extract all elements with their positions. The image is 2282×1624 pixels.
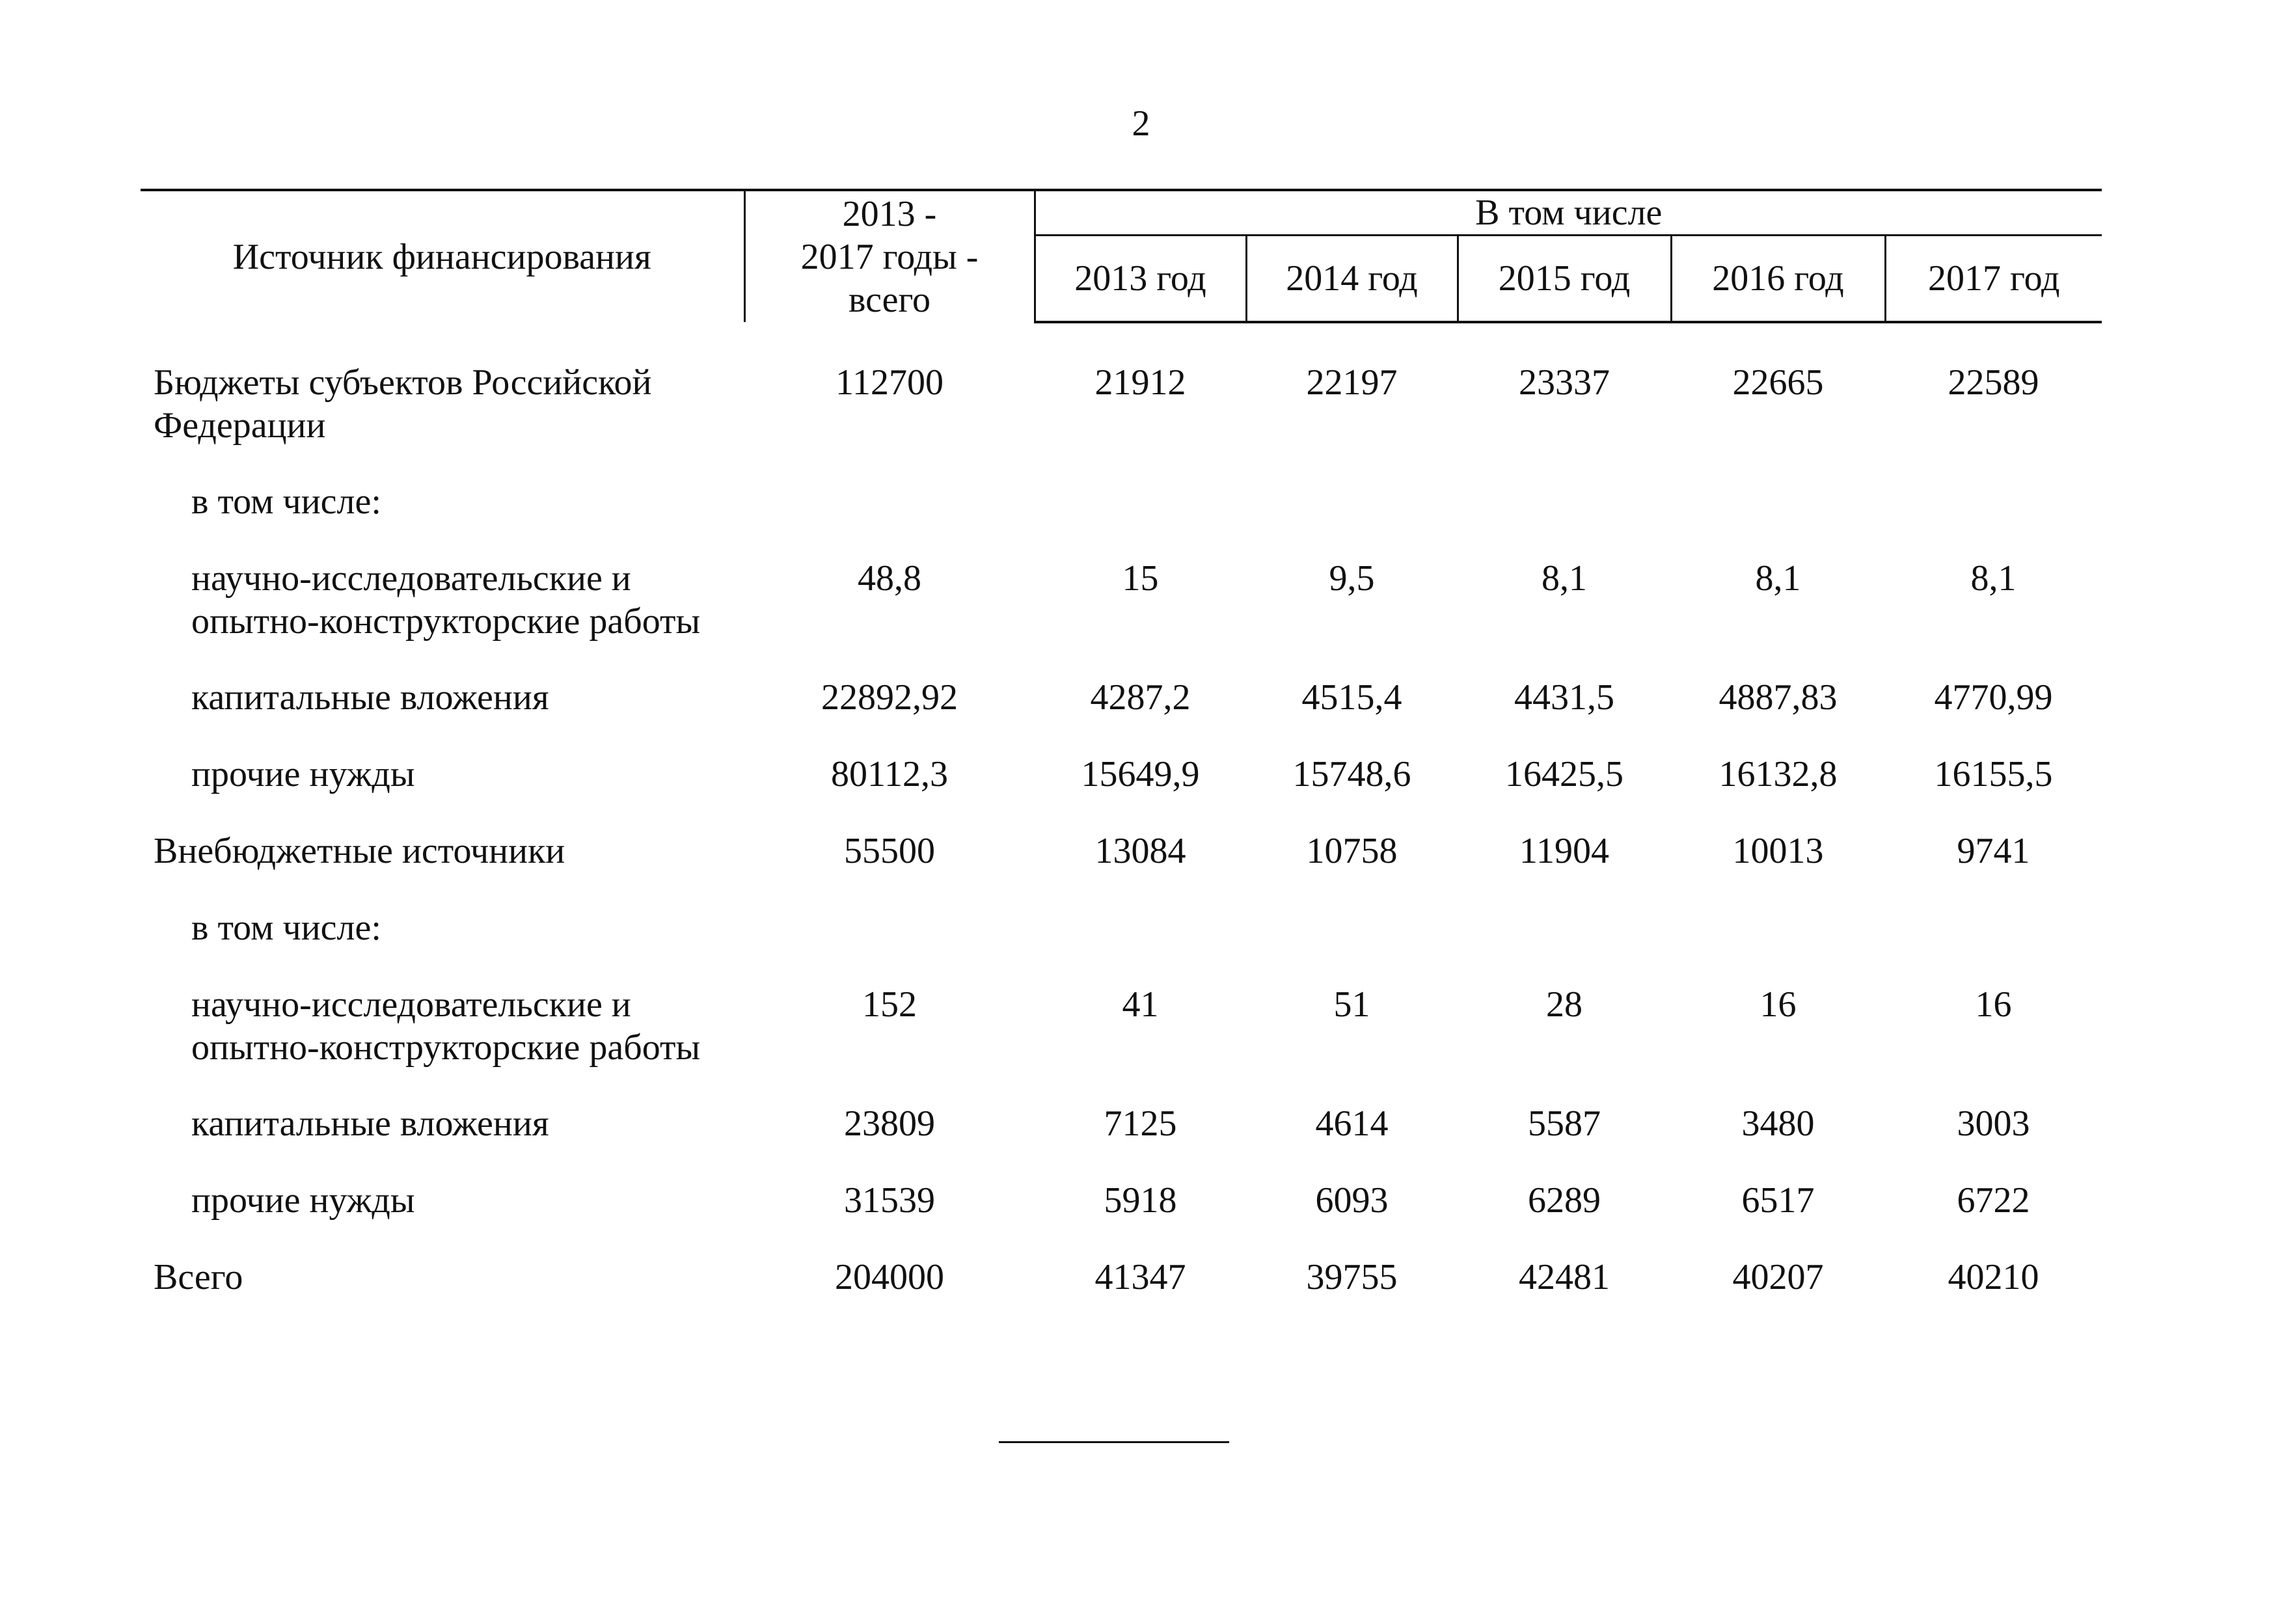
cell-2013	[1035, 906, 1246, 983]
header-source-of-financing: Источник финансирования	[141, 190, 744, 322]
header-total-line: 2017 годы -	[800, 236, 979, 277]
cell-2017: 22589	[1948, 362, 2039, 403]
row-label-line: Федерации	[154, 405, 326, 446]
cell-2013: 21912	[1094, 362, 1186, 403]
header-total-2013-2017	[744, 190, 1035, 322]
header-year-2016: 2016 год	[1671, 236, 1885, 323]
cell-2016: 22665	[1732, 362, 1824, 403]
row-label-line: Всего	[154, 1257, 243, 1297]
cell-2016	[1671, 480, 1885, 557]
cell-total	[744, 906, 1035, 983]
cell-2015: 11904	[1519, 831, 1609, 871]
cell-2016	[1671, 906, 1885, 983]
row-label	[141, 830, 744, 906]
header-total-line: 2013 -	[842, 193, 937, 234]
header-including: В том числе	[1035, 190, 2102, 236]
cell-2015: 8,1	[1542, 558, 1587, 599]
row-label	[141, 753, 744, 830]
header-year-2014: 2014 год	[1246, 236, 1458, 323]
row-label-line: опытно-конструкторские работы	[191, 601, 701, 642]
row-label	[141, 906, 744, 983]
cell-2013: 4287,2	[1090, 677, 1191, 718]
cell-2014: 4614	[1315, 1103, 1389, 1144]
row-label-line: опытно-конструкторские работы	[191, 1027, 701, 1068]
cell-2015: 5587	[1528, 1103, 1601, 1144]
cell-total: 22892,92	[821, 677, 958, 718]
cell-2014: 39755	[1306, 1257, 1398, 1297]
financing-table-body	[141, 361, 2102, 1333]
row-label	[141, 676, 744, 753]
row-label-line: в том числе:	[191, 481, 381, 522]
cell-2014	[1246, 906, 1458, 983]
cell-2015: 4431,5	[1514, 677, 1614, 718]
row-label	[141, 361, 744, 480]
cell-2017: 6722	[1957, 1180, 2030, 1221]
cell-2017: 8,1	[1970, 558, 2017, 599]
cell-2017	[1885, 480, 2102, 557]
table-row	[141, 557, 2102, 676]
table-row	[141, 1102, 2102, 1179]
row-label-line: научно-исследовательские и	[191, 558, 631, 599]
cell-total: 80112,3	[831, 754, 948, 794]
row-label-line: капитальные вложения	[191, 677, 549, 718]
cell-2015: 6289	[1528, 1180, 1601, 1221]
row-label	[141, 1102, 744, 1179]
cell-2017: 16155,5	[1934, 754, 2053, 794]
row-label-line: прочие нужды	[191, 754, 415, 794]
cell-2013	[1035, 480, 1246, 557]
row-label	[141, 480, 744, 557]
end-of-document-rule	[999, 1441, 1229, 1443]
cell-2014: 51	[1333, 984, 1370, 1025]
cell-2016: 10013	[1732, 831, 1824, 871]
cell-2016: 6517	[1741, 1180, 1815, 1221]
table-header	[141, 189, 2102, 323]
cell-2015	[1458, 480, 1671, 557]
header-year-2015: 2015 год	[1458, 236, 1671, 323]
cell-2015: 16425,5	[1505, 754, 1623, 794]
cell-2014: 4515,4	[1301, 677, 1402, 718]
cell-total	[744, 480, 1035, 557]
cell-2016: 4887,83	[1718, 677, 1838, 718]
cell-2017: 9741	[1957, 831, 2030, 871]
cell-total: 152	[862, 984, 917, 1025]
cell-2017: 16	[1975, 984, 2012, 1025]
row-label-line: прочие нужды	[191, 1180, 415, 1221]
cell-2017: 4770,99	[1934, 677, 2053, 718]
row-label-line: капитальные вложения	[191, 1103, 549, 1144]
table-row	[141, 830, 2102, 906]
cell-total: 31539	[844, 1180, 935, 1221]
cell-2015: 42481	[1519, 1257, 1610, 1297]
cell-2016: 16132,8	[1718, 754, 1838, 794]
cell-2014: 10758	[1306, 831, 1398, 871]
cell-total: 48,8	[858, 558, 921, 599]
row-label	[141, 983, 744, 1102]
row-label-line: Внебюджетные источники	[154, 831, 565, 871]
cell-2017: 3003	[1957, 1103, 2030, 1144]
table-row	[141, 753, 2102, 830]
cell-2016: 8,1	[1755, 558, 1801, 599]
header-year-2013: 2013 год	[1035, 236, 1246, 323]
row-label	[141, 1179, 744, 1256]
cell-2014: 9,5	[1329, 558, 1375, 599]
table-row	[141, 1256, 2102, 1333]
cell-2017	[1885, 906, 2102, 983]
cell-2013: 41347	[1094, 1257, 1186, 1297]
table-row	[141, 983, 2102, 1102]
cell-2017: 40210	[1948, 1257, 2039, 1297]
cell-2016: 40207	[1732, 1257, 1824, 1297]
cell-2014: 22197	[1306, 362, 1398, 403]
cell-2015	[1458, 906, 1671, 983]
cell-2013: 15649,9	[1081, 754, 1200, 794]
cell-2013: 5918	[1104, 1180, 1177, 1221]
cell-2013: 7125	[1104, 1103, 1177, 1144]
cell-2014: 15748,6	[1292, 754, 1411, 794]
row-label-line: Бюджеты субъектов Российской	[154, 362, 652, 403]
row-label-line: в том числе:	[191, 908, 381, 948]
cell-2014: 6093	[1315, 1180, 1389, 1221]
cell-2015: 28	[1546, 984, 1582, 1025]
cell-2013: 41	[1122, 984, 1159, 1025]
table-row	[141, 906, 2102, 983]
cell-total: 112700	[835, 362, 944, 403]
cell-2014	[1246, 480, 1458, 557]
cell-2016: 3480	[1741, 1103, 1815, 1144]
table-row	[141, 361, 2102, 480]
row-label	[141, 557, 744, 676]
cell-2015: 23337	[1519, 362, 1610, 403]
table-row	[141, 676, 2102, 753]
table-row	[141, 480, 2102, 557]
header-total-line: всего	[848, 279, 931, 320]
row-label-line: научно-исследовательские и	[191, 984, 631, 1025]
table-row	[141, 1179, 2102, 1256]
row-label	[141, 1256, 744, 1333]
cell-total: 204000	[835, 1257, 944, 1297]
cell-2016: 16	[1759, 984, 1797, 1025]
cell-2013: 13084	[1094, 831, 1186, 871]
cell-total: 23809	[844, 1103, 935, 1144]
cell-2013: 15	[1122, 558, 1159, 599]
page-number: 2	[1132, 103, 1150, 144]
cell-total: 55500	[844, 831, 935, 871]
header-year-2017: 2017 год	[1885, 236, 2102, 323]
